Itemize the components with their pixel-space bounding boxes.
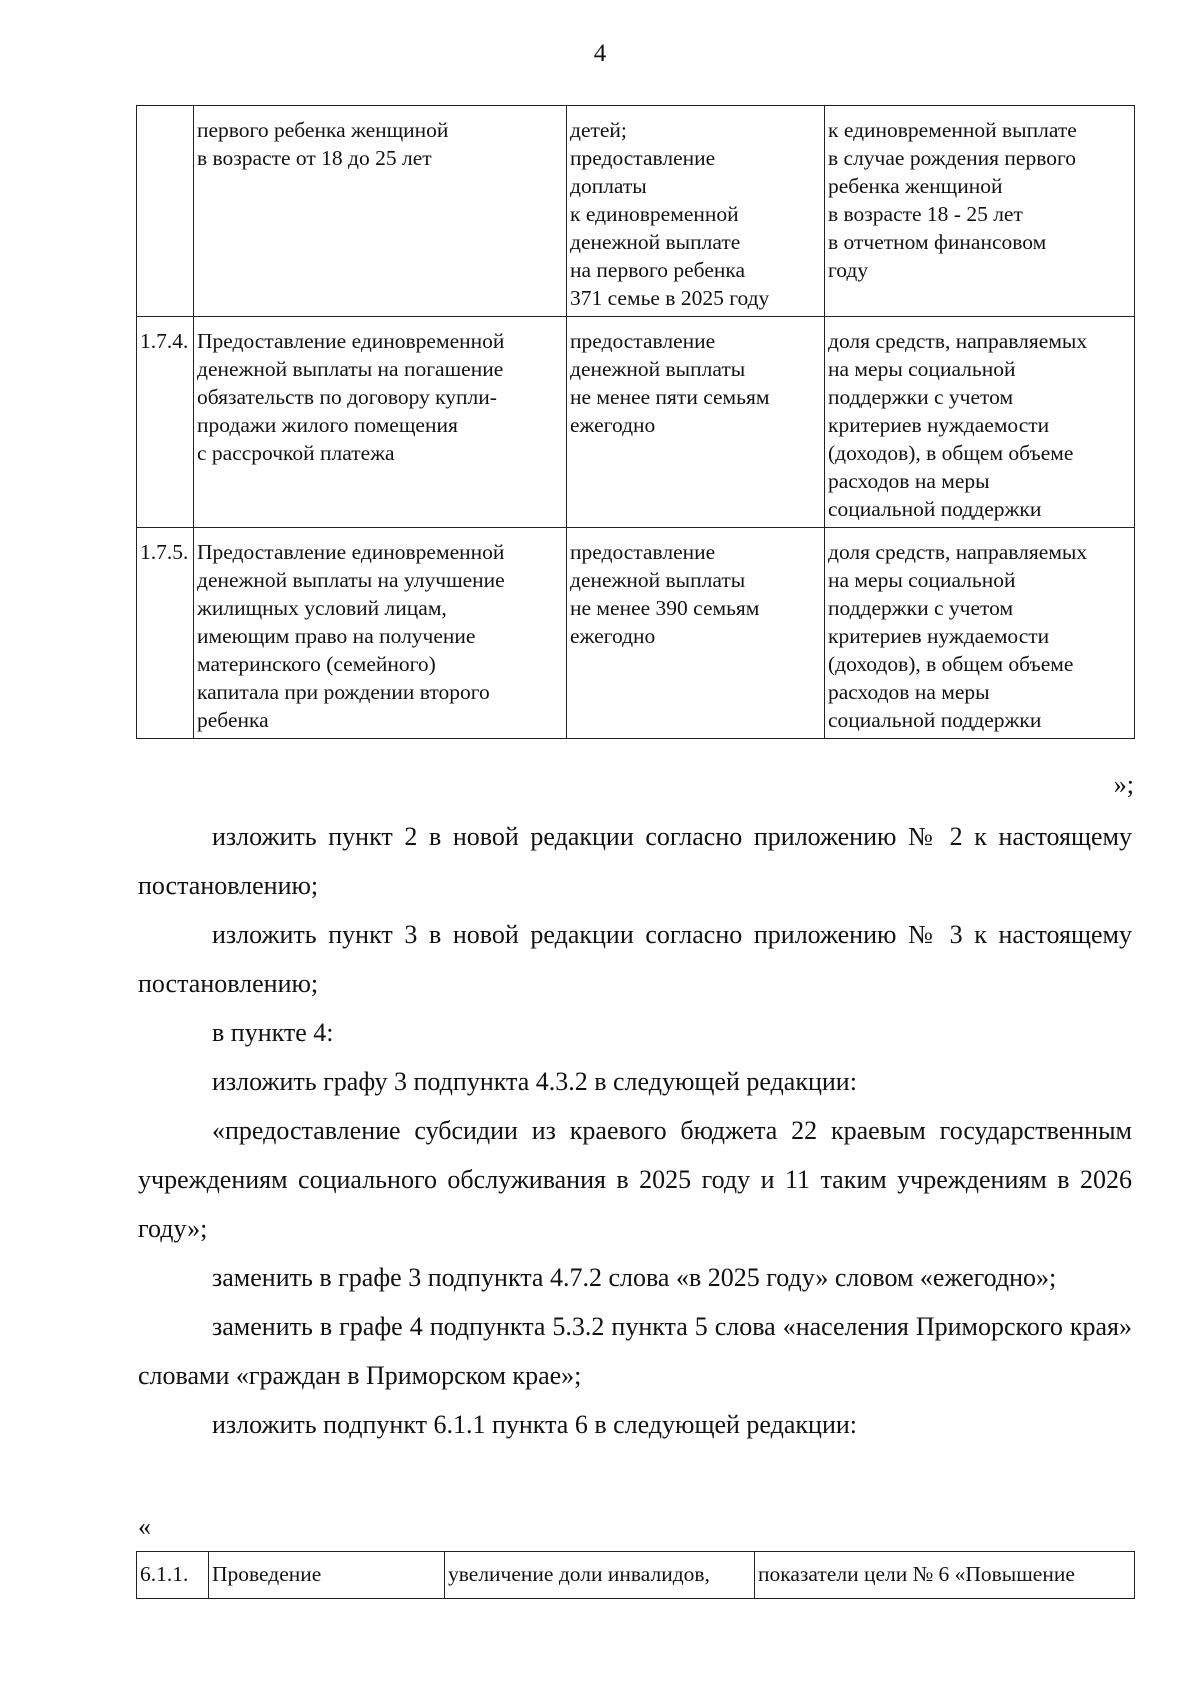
table-row — [137, 106, 1135, 317]
row-number-cell: 1.7.5. — [137, 528, 194, 739]
table-row — [137, 317, 1135, 528]
measure-name-cell: Проведение — [209, 1552, 445, 1599]
closing-quote: »; — [1113, 770, 1134, 799]
indicator-link-cell: доля средств, направляемых на меры социальной поддержки с учетом критериев нуждаемости (доходов), в общем объеме расходов на меры социальной поддержки — [825, 528, 1135, 739]
expected-result-cell: увеличение доли инвалидов, — [445, 1552, 755, 1599]
opening-quote: « — [138, 1512, 151, 1541]
table-row — [137, 528, 1135, 739]
expected-result-cell: предоставление денежной выплаты не менее 390 семьям ежегодно — [567, 528, 825, 739]
paragraph: изложить пункт 3 в новой редакции согласно приложению № 3 к настоящему постановлению; — [138, 920, 1132, 998]
indicator-link-cell: к единовременной выплате в случае рождения первого ребенка женщиной в возрасте 18 - 25 лет в отчетном финансовом году — [825, 106, 1135, 317]
measure-name-cell: первого ребенка женщиной в возрасте от 18 до 25 лет — [194, 106, 567, 317]
row-number-cell — [137, 106, 194, 317]
document-body — [138, 812, 1132, 1449]
paragraph: изложить подпункт 6.1.1 пункта 6 в следующей редакции: — [212, 1410, 857, 1439]
paragraph: заменить в графе 3 подпункта 4.7.2 слова «в 2025 году» словом «ежегодно»; — [212, 1263, 1057, 1292]
paragraph: заменить в графе 4 подпункта 5.3.2 пункта 5 слова «населения Приморского края» словами «граждан в Приморском крае»; — [138, 1312, 1132, 1390]
measure-name-cell: Предоставление единовременной денежной выплаты на погашение обязательств по договору купли- продажи жилого помещения с рассрочкой платежа — [194, 317, 567, 528]
page-number: 4 — [593, 40, 607, 67]
measures-table — [136, 105, 1135, 739]
expected-result-cell: предоставление денежной выплаты не менее пяти семьям ежегодно — [567, 317, 825, 528]
paragraph: изложить пункт 2 в новой редакции согласно приложению № 2 к настоящему постановлению; — [138, 822, 1132, 900]
expected-result-cell: детей; предоставление доплаты к единовременной денежной выплате на первого ребенка 371 семье в 2025 году — [567, 106, 825, 317]
indicator-link-cell: доля средств, направляемых на меры социальной поддержки с учетом критериев нуждаемости (доходов), в общем объеме расходов на меры социальной поддержки — [825, 317, 1135, 528]
indicator-link-cell: показатели цели № 6 «Повышение — [755, 1552, 1135, 1599]
row-number-cell: 1.7.4. — [137, 317, 194, 528]
table-row — [137, 1552, 1135, 1599]
paragraph: «предоставление субсидии из краевого бюджета 22 краевым государственным учреждениям социального обслуживания в 2025 году и 11 таким учреждениям в 2026 году»; — [138, 1116, 1132, 1243]
paragraph: изложить графу 3 подпункта 4.3.2 в следующей редакции: — [212, 1067, 857, 1096]
measure-name-cell: Предоставление единовременной денежной выплаты на улучшение жилищных условий лицам, имеющим право на получение материнского (семейного) капитала при рождении второго ребенка — [194, 528, 567, 739]
row-number-cell: 6.1.1. — [137, 1552, 209, 1599]
measures-table-continued — [136, 1551, 1135, 1599]
paragraph: в пункте 4: — [212, 1018, 334, 1047]
